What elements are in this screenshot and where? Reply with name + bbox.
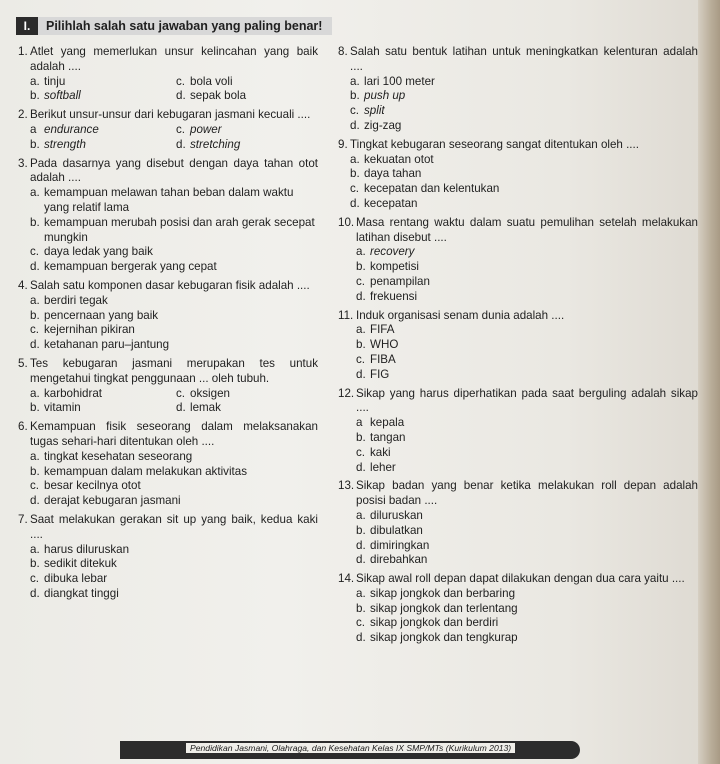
option-text: tinju: [44, 74, 66, 88]
option-letter: d.: [356, 460, 366, 474]
option-text: kompetisi: [370, 260, 419, 274]
option-text: sikap jongkok dan tengkurap: [370, 631, 518, 645]
option-text: pencernaan yang baik: [44, 308, 159, 322]
answer-options: [30, 450, 318, 509]
answer-option: [30, 186, 318, 216]
option-letter: b.: [30, 464, 40, 478]
option-text: daya ledak yang baik: [44, 245, 153, 259]
question-text: Tes kebugaran jasmani merupakan tes untuk mengetahui tingkat penggunaan ... oleh tubuh.: [30, 356, 318, 385]
answer-option: [356, 368, 698, 383]
option-text: besar kecilnya otot: [44, 479, 141, 493]
option-letter: c.: [176, 74, 186, 88]
page-edge: [698, 0, 720, 764]
answer-option: [30, 323, 318, 338]
question-number: 6.: [18, 420, 28, 434]
answer-option: [176, 89, 318, 104]
option-letter: b.: [30, 215, 40, 229]
answer-option: [356, 509, 698, 524]
question-item: [338, 387, 698, 476]
option-text: harus diluruskan: [44, 542, 130, 556]
question-text: Salah satu komponen dasar kebugaran fisik adalah ....: [30, 278, 310, 292]
answer-options: [350, 153, 698, 212]
answer-option: [30, 245, 318, 260]
option-text: dimiringkan: [370, 538, 430, 552]
option-letter: a.: [356, 245, 366, 259]
answer-options: [356, 416, 698, 475]
option-text: kepala: [370, 416, 405, 430]
option-text: lari 100 meter: [364, 74, 435, 88]
question-text: Sikap badan yang benar ketika melakukan roll depan adalah posisi badan ....: [356, 479, 698, 508]
option-text: derajat kebugaran jasmani: [44, 494, 181, 508]
question-body: [356, 309, 698, 383]
option-text: ketahanan paru–jantung: [44, 338, 170, 352]
answer-option: [356, 539, 698, 554]
answer-option: [356, 260, 698, 275]
option-letter: d.: [356, 289, 366, 303]
option-text: split: [364, 104, 385, 118]
option-letter: b.: [350, 167, 360, 181]
option-text: kekuatan otot: [364, 152, 434, 166]
option-text: leher: [370, 460, 396, 474]
answer-option: [356, 616, 698, 631]
answer-options: [30, 186, 318, 275]
option-letter: d.: [350, 118, 360, 132]
answer-option: [30, 387, 172, 402]
option-text: berdiri tegak: [44, 293, 108, 307]
option-letter: d.: [30, 338, 40, 352]
option-text: FIG: [370, 367, 390, 381]
option-letter: d.: [30, 586, 40, 600]
answer-option: [30, 138, 172, 153]
option-text: zig-zag: [364, 118, 402, 132]
question-item: [18, 157, 318, 275]
footer-caption: Pendidikan Jasmani, Olahraga, dan Kesehatan Kelas IX SMP/MTs (Kurikulum 2013): [186, 743, 515, 753]
answer-option: [30, 75, 172, 90]
left-column: [18, 45, 318, 603]
answer-option: [356, 602, 698, 617]
option-text: stretching: [190, 137, 241, 151]
answer-option: [350, 119, 698, 134]
option-text: kecepatan: [364, 196, 418, 210]
option-text: sikap jongkok dan berbaring: [370, 586, 516, 600]
option-letter: c.: [356, 445, 366, 459]
option-text: kejernihan pikiran: [44, 323, 135, 337]
option-letter: d.: [356, 367, 366, 381]
option-text: lemak: [190, 401, 221, 415]
option-letter: b.: [356, 601, 366, 615]
question-text: Berikut unsur-unsur dari kebugaran jasmani kecuali ....: [30, 108, 311, 122]
answer-option: [176, 138, 318, 153]
answer-option: [30, 309, 318, 324]
option-letter: c.: [30, 245, 40, 259]
section-header: [16, 17, 332, 35]
option-text: vitamin: [44, 401, 81, 415]
section-number: I.: [16, 17, 38, 35]
question-body: [30, 108, 318, 152]
option-letter: b.: [30, 557, 40, 571]
question-body: [30, 279, 318, 353]
option-text: oksigen: [190, 386, 230, 400]
option-letter: b.: [30, 89, 40, 103]
answer-option: [30, 557, 318, 572]
option-letter: a.: [356, 586, 366, 600]
question-text: Saat melakukan gerakan sit up yang baik, kedua kaki ....: [30, 512, 318, 541]
question-body: [30, 357, 318, 416]
answer-option: [30, 294, 318, 309]
question-body: [350, 138, 698, 212]
option-text: penampilan: [370, 274, 430, 288]
option-letter: d.: [30, 260, 40, 274]
answer-option: [30, 216, 318, 246]
option-letter: d.: [176, 401, 186, 415]
option-text: dibulatkan: [370, 523, 423, 537]
question-number: 11.: [338, 308, 354, 322]
option-text: sikap jongkok dan berdiri: [370, 616, 499, 630]
option-letter: d.: [356, 553, 366, 567]
answer-options: [356, 245, 698, 304]
option-text: kemampuan merubah posisi dan arah gerak secepat mungkin: [44, 215, 315, 244]
option-letter: b.: [356, 430, 366, 444]
answer-options: [356, 587, 698, 646]
option-text: power: [190, 122, 222, 136]
answer-option: [356, 524, 698, 539]
answer-option: [30, 543, 318, 558]
answer-option: [350, 104, 698, 119]
question-number: 8.: [338, 45, 348, 58]
option-letter: b.: [30, 308, 40, 322]
option-text: dibuka lebar: [44, 572, 108, 586]
option-text: endurance: [44, 122, 99, 136]
option-letter: c.: [176, 122, 186, 136]
answer-option: [176, 387, 318, 402]
option-text: kaki: [370, 445, 391, 459]
option-letter: c.: [356, 352, 366, 366]
question-text: Masa rentang waktu dalam suatu pemulihan setelah melakukan latihan disebut ....: [356, 215, 698, 244]
question-body: [356, 572, 698, 646]
answer-options: [356, 509, 698, 568]
answer-option: [30, 123, 172, 138]
option-text: kecepatan dan kelentukan: [364, 182, 500, 196]
answer-option: [30, 260, 318, 275]
answer-option: [350, 182, 698, 197]
question-item: [18, 279, 318, 353]
answer-option: [356, 631, 698, 646]
answer-option: [30, 494, 318, 509]
answer-option: [30, 587, 318, 602]
question-body: [30, 513, 318, 602]
answer-option: [30, 401, 172, 416]
answer-option: [356, 553, 698, 568]
answer-option: [350, 197, 698, 212]
option-text: bola voli: [190, 74, 233, 88]
option-text: tangan: [370, 430, 406, 444]
answer-option: [350, 75, 698, 90]
answer-option: [356, 338, 698, 353]
option-letter: c.: [350, 104, 360, 118]
question-number: 4.: [18, 278, 28, 292]
option-text: tingkat kesehatan seseorang: [44, 449, 193, 463]
option-letter: c.: [176, 386, 186, 400]
answer-option: [356, 290, 698, 305]
answer-option: [30, 465, 318, 480]
answer-option: [30, 450, 318, 465]
answer-option: [176, 75, 318, 90]
answer-option: [356, 587, 698, 602]
question-item: [18, 357, 318, 416]
option-text: recovery: [370, 245, 415, 259]
option-text: strength: [44, 137, 86, 151]
option-letter: a.: [30, 386, 40, 400]
question-number: 3.: [18, 156, 28, 170]
option-letter: c.: [350, 182, 360, 196]
question-number: 5.: [18, 356, 28, 370]
question-text: Sikap awal roll depan dapat dilakukan dengan dua cara yaitu ....: [356, 572, 685, 586]
answer-options: [350, 75, 698, 134]
question-body: [30, 45, 318, 104]
option-letter: b.: [30, 401, 40, 415]
question-number: 9.: [338, 137, 348, 151]
option-text: kemampuan melawan tahan beban dalam waktu yang relatif lama: [44, 186, 294, 214]
option-text: softball: [44, 89, 81, 103]
question-text: Atlet yang memerlukan unsur kelincahan yang baik adalah ....: [30, 45, 318, 73]
answer-option: [30, 338, 318, 353]
question-item: [18, 513, 318, 602]
option-text: frekuensi: [370, 289, 418, 303]
option-text: kemampuan bergerak yang cepat: [44, 260, 217, 274]
option-text: sepak bola: [190, 89, 247, 103]
question-text: Induk organisasi senam dunia adalah ....: [356, 308, 565, 322]
question-text: Kemampuan fisik seseorang dalam melaksanakan tugas sehari-hari ditentukan oleh ....: [30, 420, 318, 448]
option-letter: b.: [356, 523, 366, 537]
option-letter: a.: [30, 186, 40, 200]
option-text: sikap jongkok dan terlentang: [370, 601, 518, 615]
option-text: FIBA: [370, 352, 396, 366]
option-text: karbohidrat: [44, 386, 103, 400]
question-body: [356, 387, 698, 476]
option-letter: c.: [356, 616, 366, 630]
option-text: WHO: [370, 338, 399, 352]
answer-options: [30, 75, 318, 105]
option-letter: c.: [30, 572, 40, 586]
option-letter: a.: [350, 74, 360, 88]
question-item: [18, 45, 318, 104]
question-item: [338, 309, 698, 383]
option-text: diluruskan: [370, 508, 423, 522]
question-number: 7.: [18, 512, 28, 526]
question-number: 13.: [338, 479, 355, 493]
option-letter: d.: [176, 137, 186, 151]
option-text: diangkat tinggi: [44, 586, 119, 600]
question-item: [18, 420, 318, 509]
right-column: [338, 45, 698, 647]
answer-option: [356, 431, 698, 446]
option-letter: d.: [30, 494, 40, 508]
question-number: 12.: [338, 386, 355, 400]
option-letter: a.: [30, 74, 40, 88]
answer-options: [356, 323, 698, 382]
option-letter: a.: [30, 542, 40, 556]
question-item: [338, 479, 698, 568]
option-letter: a.: [30, 449, 40, 463]
question-item: [338, 138, 698, 212]
question-body: [356, 479, 698, 568]
option-text: FIFA: [370, 323, 395, 337]
answer-option: [356, 245, 698, 260]
option-text: direbahkan: [370, 553, 428, 567]
option-letter: a: [356, 416, 363, 430]
question-number: 14.: [338, 572, 355, 586]
answer-option: [30, 89, 172, 104]
answer-option: [356, 416, 698, 431]
question-item: [338, 572, 698, 646]
answer-option: [350, 167, 698, 182]
answer-options: [30, 387, 318, 417]
section-instruction: Pilihlah salah satu jawaban yang paling benar!: [38, 17, 332, 35]
option-letter: d.: [176, 89, 186, 103]
question-body: [30, 157, 318, 275]
answer-option: [350, 153, 698, 168]
option-letter: a.: [356, 508, 366, 522]
question-body: [350, 45, 698, 134]
option-letter: d.: [356, 631, 366, 645]
option-letter: c.: [30, 479, 40, 493]
question-body: [30, 420, 318, 509]
option-letter: b.: [356, 338, 366, 352]
option-letter: c.: [30, 323, 40, 337]
option-letter: d.: [350, 196, 360, 210]
question-body: [356, 216, 698, 305]
question-item: [18, 108, 318, 152]
question-number: 1.: [18, 45, 28, 58]
answer-option: [356, 446, 698, 461]
answer-option: [356, 353, 698, 368]
option-letter: b.: [30, 137, 40, 151]
answer-option: [356, 323, 698, 338]
answer-option: [350, 89, 698, 104]
question-text: Pada dasarnya yang disebut dengan daya tahan otot adalah ....: [30, 156, 318, 185]
question-text: Tingkat kebugaran seseorang sangat ditentukan oleh ....: [350, 137, 639, 151]
answer-options: [30, 543, 318, 602]
question-text: Salah satu bentuk latihan untuk meningkatkan kelenturan adalah ....: [350, 45, 698, 73]
answer-option: [176, 401, 318, 416]
answer-options: [30, 294, 318, 353]
option-letter: a.: [350, 152, 360, 166]
option-text: sedikit ditekuk: [44, 557, 117, 571]
option-letter: d.: [356, 538, 366, 552]
option-text: kemampuan dalam melakukan aktivitas: [44, 464, 247, 478]
option-letter: c.: [356, 274, 366, 288]
answer-options: [30, 123, 318, 153]
answer-option: [30, 572, 318, 587]
answer-option: [356, 275, 698, 290]
option-text: daya tahan: [364, 167, 422, 181]
answer-option: [30, 479, 318, 494]
question-item: [338, 45, 698, 134]
answer-option: [356, 461, 698, 476]
question-number: 2.: [18, 108, 28, 122]
answer-option: [176, 123, 318, 138]
option-letter: a: [30, 122, 37, 136]
question-item: [338, 216, 698, 305]
question-text: Sikap yang harus diperhatikan pada saat berguling adalah sikap ....: [356, 386, 698, 415]
option-letter: b.: [350, 89, 360, 103]
option-text: push up: [364, 89, 406, 103]
option-letter: a.: [30, 293, 40, 307]
option-letter: a.: [356, 323, 366, 337]
option-letter: b.: [356, 260, 366, 274]
question-number: 10.: [338, 215, 355, 229]
